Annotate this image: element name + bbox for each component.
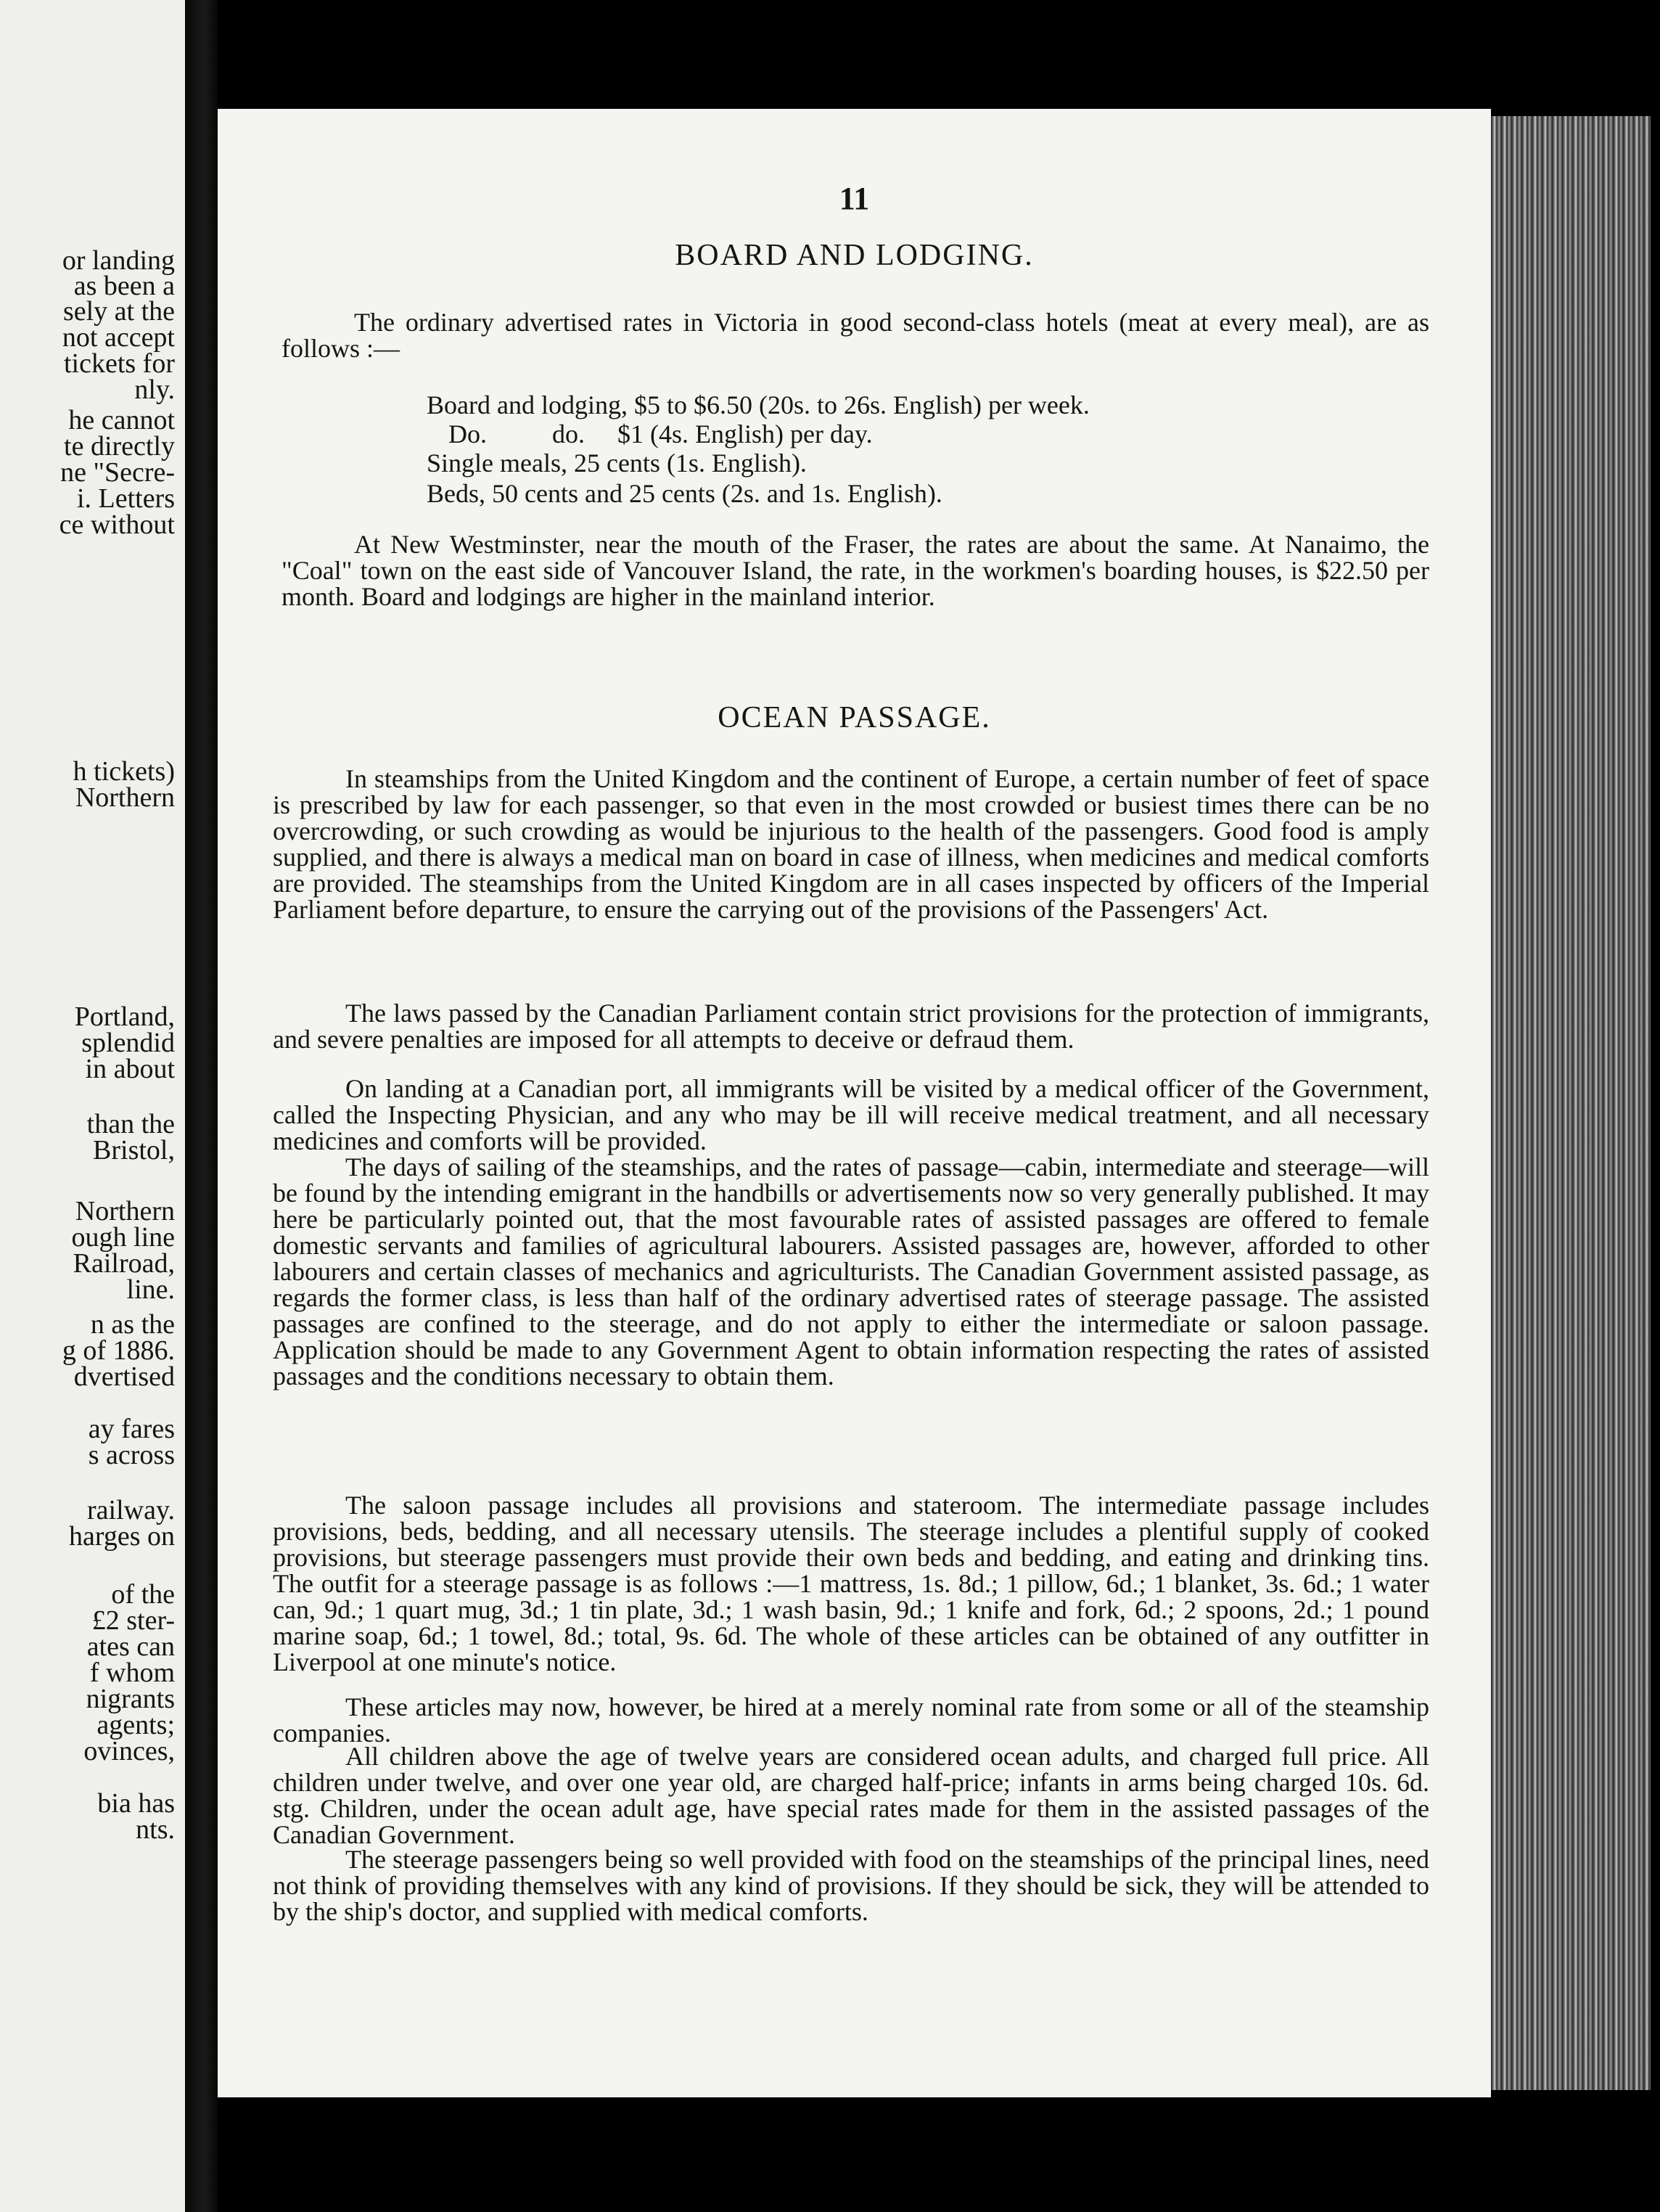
- heading-board-and-lodging: BOARD AND LODGING.: [675, 239, 1034, 272]
- westminster-paragraph: At New Westminster, near the mouth of the Fraser, the rates are about the same. At Nanaimo, the "Coal" town on the east side of Vancouver Island, the rate, in the workmen's boarding houses, is $22.50 per month. Board and lodgings are higher in the mainland interior.: [282, 530, 1429, 611]
- left-page-line: te directly: [64, 431, 175, 462]
- page: [218, 109, 1491, 2097]
- left-page-line: Railroad,: [73, 1248, 175, 1279]
- left-page-line: ovinces,: [83, 1736, 175, 1766]
- ocean-paragraph-3: On landing at a Canadian port, all immigrants will be visited by a medical officer of the Government, called the Inspecting Physician, and any who may be ill will receive medical treatment, and all necessary medicines and comforts will be provided.: [273, 1074, 1429, 1155]
- left-page-line: Northern: [75, 1196, 175, 1226]
- left-page-line: Bristol,: [93, 1135, 175, 1166]
- ocean-paragraph-5: The saloon passage includes all provisions and stateroom. The intermediate passage includes provisions, beds, bedding, and all necessary utensils. The steerage includes a plentiful supply of cooked provisions, but steerage passengers must provide their own beds and bedding, and eating and drinking tins. The outfit for a steerage passage is as follows :—1 mattress, 1s. 8d.; 1 pillow, 6d.; 1 blanket, 3s. 6d.; 1 water can, 9d.; 1 quart mug, 3d.; 1 tin plate, 3d.; 1 wash basin, 9d.; 1 knife and fork, 6d.; 2 spoons, 2d.; 1 pound marine soap, 6d.; 1 towel, 8d.; total, 9s. 6d. The whole of these articles can be obtained of any outfitter in Liverpool at one minute's notice.: [273, 1491, 1429, 1676]
- left-page-line: nts.: [136, 1814, 175, 1845]
- left-page-line: n as the: [90, 1309, 175, 1340]
- left-page-line: f whom: [89, 1658, 175, 1688]
- left-page-line: not accept: [62, 322, 175, 353]
- left-page-fragment: [0, 0, 185, 2212]
- left-page-line: sely at the: [62, 296, 175, 327]
- ocean-paragraph-8: The steerage passengers being so well provided with food on the steamships of the principal lines, need not think of providing themselves with any kind of provisions. If they should be sick, they will be attended to by the ship's doctor, and supplied with medical comforts.: [273, 1845, 1429, 1926]
- left-page-line: tickets for: [63, 348, 175, 379]
- ocean-paragraph-7: All children above the age of twelve years are considered ocean adults, and charged full price. All children under twelve, and over one year old, are charged half-price; infants in arms being charged 10s. 6d. stg. Children, under the ocean adult age, have special rates made for them in the assisted passages of the Canadian Government.: [273, 1742, 1429, 1849]
- left-page-line: nly.: [134, 374, 175, 405]
- left-page-line: in about: [85, 1054, 175, 1084]
- left-page-line: s across: [88, 1440, 175, 1470]
- left-page-line: i. Letters: [76, 483, 175, 514]
- page-edges: [1491, 116, 1651, 2090]
- left-page-line: of the: [111, 1579, 175, 1610]
- left-page-line: harges on: [69, 1521, 175, 1552]
- left-page-line: ates can: [86, 1631, 175, 1662]
- ocean-paragraph-6: These articles may now, however, be hired at a merely nominal rate from some or all of the steamship companies.: [273, 1692, 1429, 1748]
- left-page-line: ough line: [71, 1222, 175, 1253]
- rate-beds: Beds, 50 cents and 25 cents (2s. and 1s. English).: [427, 479, 942, 508]
- left-page-line: g of 1886.: [62, 1335, 175, 1366]
- left-page-line: ce without: [59, 509, 175, 540]
- left-page-line: or landing: [62, 245, 175, 276]
- left-page-line: h tickets): [73, 756, 175, 787]
- rate-board-day: Do. do. $1 (4s. English) per day.: [448, 419, 873, 448]
- page-number: 11: [839, 181, 870, 216]
- left-page-line: ne "Secre-: [60, 457, 175, 488]
- left-page-line: bia has: [97, 1788, 175, 1819]
- heading-ocean-passage: OCEAN PASSAGE.: [718, 701, 991, 734]
- rate-board-week: Board and lodging, $5 to $6.50 (20s. to 26s. English) per week.: [427, 390, 1090, 419]
- ocean-paragraph-2: The laws passed by the Canadian Parliament contain strict provisions for the protection of immigrants, and severe penalties are imposed for all attempts to deceive or defraud them.: [273, 999, 1429, 1054]
- ocean-paragraph-4: The days of sailing of the steamships, and the rates of passage—cabin, intermediate and steerage—will be found by the intending emigrant in the handbills or advertisements now so very generally published. It may here be particularly pointed out, that the most favourable rates of assisted passages are offered to female domestic servants and families of agricultural labourers. Assisted passages are, however, afforded to other labourers and certain classes of mechanics and agriculturists. The Canadian Government assisted passage, as regards the former class, is less than half of the ordinary advertised rates of steerage passage. The assisted passages are confined to the steerage, and do not apply to either the intermediate or saloon passage. Application should be made to any Government Agent to obtain information respecting the rates of assisted passages and the conditions necessary to obtain them.: [273, 1152, 1429, 1390]
- left-page-line: railway.: [87, 1495, 175, 1525]
- left-page-line: ay fares: [88, 1414, 175, 1444]
- left-page-line: nigrants: [86, 1684, 175, 1714]
- rate-single-meals: Single meals, 25 cents (1s. English).: [427, 448, 807, 478]
- left-page-line: as been a: [73, 271, 175, 301]
- left-page-line: line.: [126, 1274, 175, 1305]
- left-page-line: splendid: [81, 1028, 175, 1058]
- left-page-line: Northern: [75, 782, 175, 813]
- left-page-line: than the: [86, 1109, 175, 1139]
- left-page-line: Portland,: [74, 1001, 175, 1032]
- left-page-line: he cannot: [68, 405, 175, 435]
- board-intro: The ordinary advertised rates in Victoria in good second-class hotels (meat at every meal), are as follows :—: [282, 308, 1429, 363]
- book-gutter: [185, 0, 218, 2212]
- left-page-line: dvertised: [73, 1361, 175, 1392]
- left-page-line: £2 ster-: [91, 1605, 175, 1636]
- left-page-line: agents;: [96, 1710, 175, 1740]
- ocean-paragraph-1: In steamships from the United Kingdom and the continent of Europe, a certain number of feet of space is prescribed by law for each passenger, so that even in the most crowded or busiest times there can be no overcrowding, or such crowding as would be injurious to the health of the passengers. Good food is amply supplied, and there is always a medical man on board in case of illness, when medicines and medical comforts are provided. The steamships from the United Kingdom are in all cases inspected by officers of the Imperial Parliament before departure, to ensure the carrying out of the provisions of the Passengers' Act.: [273, 764, 1429, 924]
